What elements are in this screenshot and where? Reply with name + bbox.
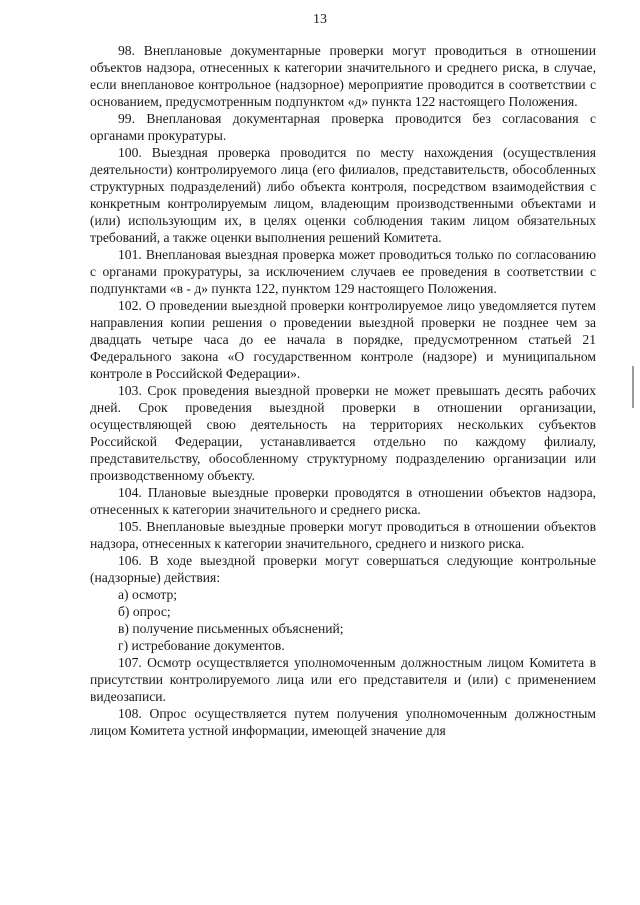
- paragraph-101: 101. Внеплановая выездная проверка может проводиться только по согласованию с органами прокуратуры, за исключением случаев ее проведения в соответствии с подпунктами «в - д» пункта 122, пунктом 129 настоящего Положения.: [90, 247, 596, 296]
- list-item-b: б) опрос;: [118, 604, 171, 619]
- list-item-a: а) осмотр;: [118, 587, 178, 602]
- page-number: 13: [313, 12, 327, 27]
- paragraph-105: 105. Внеплановые выездные проверки могут проводиться в отношении объектов надзора, отнесенных к категории значительного, среднего и низкого риска.: [90, 519, 596, 551]
- scan-margin-mark: [632, 366, 634, 408]
- paragraph-107: 107. Осмотр осуществляется уполномоченным должностным лицом Комитета в присутствии контролируемого лица или его представителя и (или) с применением видеозаписи.: [90, 655, 596, 704]
- paragraph-104: 104. Плановые выездные проверки проводятся в отношении объектов надзора, отнесенных к категории значительного и среднего риска.: [90, 485, 596, 517]
- list-item-g: г) истребование документов.: [118, 638, 285, 653]
- list-item-v: в) получение письменных объяснений;: [118, 621, 344, 636]
- paragraph-99: 99. Внеплановая документарная проверка проводится без согласования с органами прокуратуры.: [90, 111, 596, 143]
- paragraph-103: 103. Срок проведения выездной проверки не может превышать десять рабочих дней. Срок проведения выездной проверки в отношении организации, осуществляющей свою деятельность на территориях нескольких субъектов Российской Федерации, устанавливается отдельно по каждому филиалу, представительству, обособленному структурному подразделению организации или производственному объекту.: [90, 383, 596, 483]
- paragraph-98: 98. Внеплановые документарные проверки могут проводиться в отношении объектов надзора, отнесенных к категории значительного и среднего риска, в случае, если внеплановое контрольное (надзорное) мероприятие проводится в соответствии с основанием, предусмотренным подпунктом «д» пункта 122 настоящего Положения.: [90, 43, 596, 109]
- paragraph-102: 102. О проведении выездной проверки контролируемое лицо уведомляется путем направления копии решения о проведении выездной проверки не позднее чем за двадцать четыре часа до ее начала в порядке, предусмотренном статьей 21 Федерального закона «О государственном контроле (надзоре) и муниципальном контроле в Российской Федерации».: [90, 298, 596, 381]
- paragraph-100: 100. Выездная проверка проводится по месту нахождения (осуществления деятельности) контролируемого лица (его филиалов, представительств, обособленных структурных подразделений) либо объекта контроля, посредством взаимодействия с конкретным контролируемым лицом, владеющим производственными объектами и (или) использующим их, в целях оценки соблюдения таким лицом обязательных требований, а также оценки выполнения решений Комитета.: [90, 145, 596, 245]
- paragraph-106: 106. В ходе выездной проверки могут совершаться следующие контрольные (надзорные) действия:: [90, 553, 596, 585]
- paragraph-108: 108. Опрос осуществляется путем получения уполномоченным должностным лицом Комитета устной информации, имеющей значение для: [90, 706, 596, 738]
- document-body: [90, 42, 596, 739]
